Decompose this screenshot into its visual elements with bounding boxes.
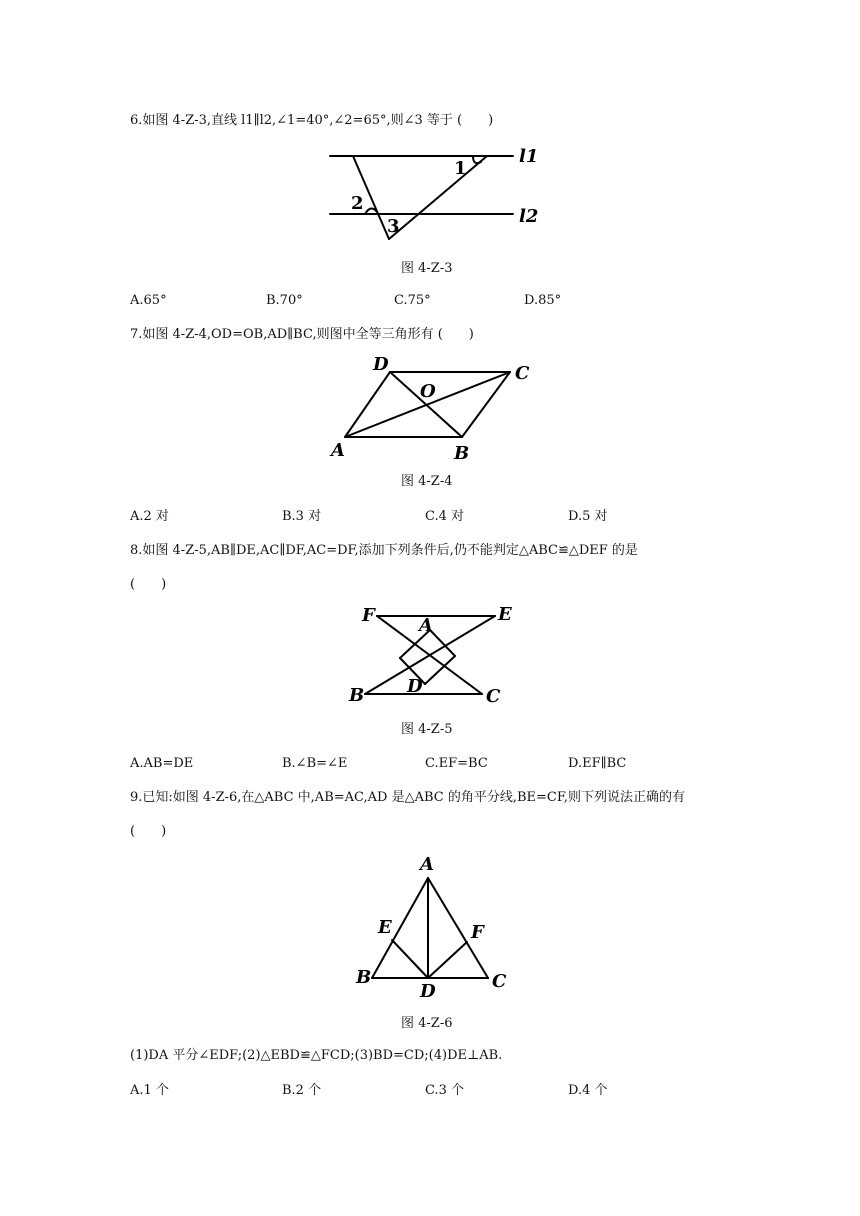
question-8-answer-bracket: ( ) (130, 577, 167, 592)
angle-1-label: 1 (454, 158, 467, 179)
q7-option-a: A.2 对 (130, 509, 169, 524)
point-a-label: A (419, 615, 433, 636)
q7-option-c: C.4 对 (425, 509, 465, 524)
point-c-label: C (515, 363, 530, 384)
q8-option-a: A.AB=DE (130, 756, 194, 771)
q6-option-a: A.65° (130, 293, 167, 308)
point-o-label: O (420, 381, 436, 402)
q9-option-c: C.3 个 (425, 1083, 465, 1098)
point-e-label: E (498, 604, 512, 625)
figure-4-z-5-caption: 图 4-Z-5 (401, 722, 453, 737)
q8-option-d: D.EF∥BC (568, 756, 627, 771)
l2-label: l2 (519, 206, 539, 227)
point-d-label: D (373, 354, 389, 375)
q9-option-d: D.4 个 (568, 1083, 608, 1098)
point-b-label: B (356, 967, 372, 988)
q6-option-d: D.85° (524, 293, 562, 308)
q9-option-b: B.2 个 (282, 1083, 322, 1098)
question-9-answer-bracket: ( ) (130, 824, 167, 839)
angle-3-label: 3 (387, 216, 400, 237)
q8-option-b: B.∠B=∠E (282, 756, 348, 771)
angle-1-arc (473, 156, 481, 163)
figure-4-z-4-caption: 图 4-Z-4 (401, 474, 453, 489)
segment-fd (428, 942, 467, 978)
question-9-stem: 9.已知:如图 4-Z-6,在△ABC 中,AB=AC,AD 是△ABC 的角平分线,BE=CF,则下列说法正确的有 (130, 790, 685, 805)
q6-option-b: B.70° (266, 293, 303, 308)
point-c-label: C (486, 686, 501, 707)
question-8-stem: 8.如图 4-Z-5,AB∥DE,AC∥DF,AC=DF,添加下列条件后,仍不能判定△ABC≌△DEF 的是 (130, 543, 638, 558)
point-a-label: A (420, 854, 434, 875)
q6-option-c: C.75° (394, 293, 431, 308)
question-9-statements: (1)DA 平分∠EDF;(2)△EBD≌△FCD;(3)BD=CD;(4)DE⊥AB. (130, 1048, 503, 1063)
l1-label: l1 (519, 146, 539, 167)
figure-4-z-4 (330, 355, 535, 465)
point-f-label: F (471, 922, 484, 943)
q9-option-a: A.1 个 (130, 1083, 169, 1098)
point-b-label: B (349, 685, 365, 706)
point-c-label: C (492, 971, 507, 992)
segment-ed (392, 940, 428, 978)
figure-4-z-6-caption: 图 4-Z-6 (401, 1016, 453, 1031)
question-6-stem: 6.如图 4-Z-3,直线 l1∥l2,∠1=40°,∠2=65°,则∠3 等于 ( ) (130, 113, 494, 128)
figure-4-z-6 (350, 850, 515, 1000)
figure-4-z-3 (325, 146, 539, 246)
question-7-stem: 7.如图 4-Z-4,OD=OB,AD∥BC,则图中全等三角形有 ( ) (130, 327, 474, 342)
point-e-label: E (378, 917, 392, 938)
point-d-label: D (420, 981, 436, 1002)
figure-4-z-5 (345, 600, 520, 710)
point-a-label: A (331, 440, 345, 461)
q7-option-b: B.3 对 (282, 509, 322, 524)
point-b-label: B (454, 443, 470, 464)
angle-2-label: 2 (351, 193, 364, 214)
q7-option-d: D.5 对 (568, 509, 608, 524)
point-d-label: D (407, 676, 423, 697)
transversal-right (389, 156, 487, 239)
figure-4-z-3-caption: 图 4-Z-3 (401, 261, 453, 276)
q8-option-c: C.EF=BC (425, 756, 488, 771)
point-f-label: F (362, 605, 375, 626)
